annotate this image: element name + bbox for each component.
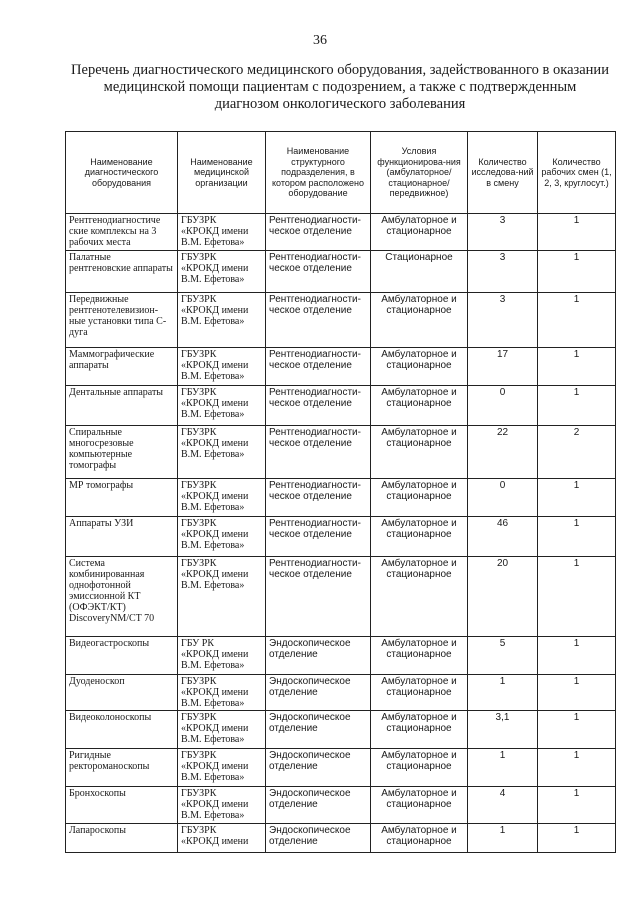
- header-organization: Наименование медицинской организации: [178, 132, 266, 214]
- cell-equipment: Спиральные многосрезовые компьютерные томографы: [66, 426, 178, 479]
- cell-unit: Рентгенодиагности-ческое отделение: [266, 251, 371, 293]
- cell-conditions: Амбулаторное и стационарное: [371, 824, 468, 853]
- table-row: [66, 675, 616, 711]
- table-row: [66, 251, 616, 293]
- cell-unit: Рентгенодиагности-ческое отделение: [266, 214, 371, 251]
- cell-studies: 22: [468, 426, 538, 479]
- table-row: [66, 426, 616, 479]
- cell-shifts: 1: [538, 293, 616, 348]
- cell-equipment: Рентгенодиагностиче ские комплексы на 3 рабочих места: [66, 214, 178, 251]
- cell-unit: Рентгенодиагности-ческое отделение: [266, 479, 371, 517]
- cell-shifts: 1: [538, 348, 616, 386]
- cell-equipment: Маммографические аппараты: [66, 348, 178, 386]
- cell-organization: ГБУЗРК «КРОКД имени В.М. Ефетова»: [178, 675, 266, 711]
- table-row: [66, 386, 616, 426]
- header-conditions: Условия функционирова-ния (амбулаторное/ стационарное/ передвижное): [371, 132, 468, 214]
- header-unit: Наименование структурного подразделения, в котором расположено оборудование: [266, 132, 371, 214]
- cell-unit: Рентгенодиагности-ческое отделение: [266, 557, 371, 637]
- cell-equipment: Аппараты УЗИ: [66, 517, 178, 557]
- cell-organization: ГБУ РК «КРОКД имени В.М. Ефетова»: [178, 637, 266, 675]
- cell-conditions: Амбулаторное и стационарное: [371, 479, 468, 517]
- table-row: [66, 637, 616, 675]
- cell-studies: 17: [468, 348, 538, 386]
- table-row: [66, 214, 616, 251]
- cell-equipment: МР томографы: [66, 479, 178, 517]
- cell-equipment: Передвижные рентгенотелевизион-ные установки типа С-дуга: [66, 293, 178, 348]
- cell-shifts: 1: [538, 214, 616, 251]
- cell-organization: ГБУЗРК «КРОКД имени В.М. Ефетова»: [178, 386, 266, 426]
- cell-unit: Эндоскопическое отделение: [266, 787, 371, 824]
- cell-organization: ГБУЗРК «КРОКД имени В.М. Ефетова»: [178, 517, 266, 557]
- cell-organization: ГБУЗРК «КРОКД имени В.М. Ефетова»: [178, 426, 266, 479]
- cell-organization: ГБУЗРК «КРОКД имени В.М. Ефетова»: [178, 251, 266, 293]
- cell-studies: 3: [468, 251, 538, 293]
- cell-unit: Эндоскопическое отделение: [266, 711, 371, 749]
- cell-organization: ГБУЗРК «КРОКД имени В.М. Ефетова»: [178, 557, 266, 637]
- cell-unit: Эндоскопическое отделение: [266, 824, 371, 853]
- cell-conditions: Амбулаторное и стационарное: [371, 711, 468, 749]
- cell-equipment: Дентальные аппараты: [66, 386, 178, 426]
- cell-shifts: 1: [538, 824, 616, 853]
- cell-conditions: Амбулаторное и стационарное: [371, 787, 468, 824]
- cell-shifts: 1: [538, 479, 616, 517]
- cell-conditions: Амбулаторное и стационарное: [371, 214, 468, 251]
- page-number: 36: [313, 33, 327, 48]
- cell-conditions: Амбулаторное и стационарное: [371, 426, 468, 479]
- cell-shifts: 1: [538, 711, 616, 749]
- table-row: [66, 711, 616, 749]
- cell-studies: 3: [468, 214, 538, 251]
- cell-shifts: 1: [538, 749, 616, 787]
- table-row: [66, 557, 616, 637]
- cell-conditions: Стационарное: [371, 251, 468, 293]
- cell-equipment: Видеоколоноскопы: [66, 711, 178, 749]
- cell-studies: 46: [468, 517, 538, 557]
- cell-studies: 5: [468, 637, 538, 675]
- table-header-row: [66, 132, 616, 214]
- cell-unit: Эндоскопическое отделение: [266, 749, 371, 787]
- cell-conditions: Амбулаторное и стационарное: [371, 348, 468, 386]
- cell-shifts: 1: [538, 787, 616, 824]
- cell-organization: ГБУЗРК «КРОКД имени В.М. Ефетова»: [178, 749, 266, 787]
- cell-shifts: 1: [538, 675, 616, 711]
- cell-equipment: Ригидные ректороманоскопы: [66, 749, 178, 787]
- table-row: [66, 479, 616, 517]
- cell-conditions: Амбулаторное и стационарное: [371, 386, 468, 426]
- cell-equipment: Лапароскопы: [66, 824, 178, 853]
- cell-equipment: Дуоденоскоп: [66, 675, 178, 711]
- cell-studies: 0: [468, 479, 538, 517]
- cell-studies: 3,1: [468, 711, 538, 749]
- cell-shifts: 1: [538, 517, 616, 557]
- table-row: [66, 517, 616, 557]
- cell-organization: ГБУЗРК «КРОКД имени В.М. Ефетова»: [178, 479, 266, 517]
- cell-organization: ГБУЗРК «КРОКД имени В.М. Ефетова»: [178, 787, 266, 824]
- cell-conditions: Амбулаторное и стационарное: [371, 293, 468, 348]
- table-row: [66, 824, 616, 853]
- cell-shifts: 1: [538, 386, 616, 426]
- cell-unit: Рентгенодиагности-ческое отделение: [266, 348, 371, 386]
- cell-conditions: Амбулаторное и стационарное: [371, 557, 468, 637]
- cell-organization: ГБУЗРК «КРОКД имени: [178, 824, 266, 853]
- header-shifts: Количество рабочих смен (1, 2, 3, круглосут.): [538, 132, 616, 214]
- table-row: [66, 749, 616, 787]
- cell-conditions: Амбулаторное и стационарное: [371, 637, 468, 675]
- cell-equipment: Видеогастроскопы: [66, 637, 178, 675]
- header-studies-per-shift: Количество исследова-ний в смену: [468, 132, 538, 214]
- header-equipment: Наименование диагностического оборудования: [66, 132, 178, 214]
- cell-studies: 0: [468, 386, 538, 426]
- cell-conditions: Амбулаторное и стационарное: [371, 675, 468, 711]
- cell-equipment: Бронхоскопы: [66, 787, 178, 824]
- cell-equipment: Система комбинированная однофотонной эмиссионной КТ (ОФЭКТ/КТ) DiscoveryNM/CT 70: [66, 557, 178, 637]
- cell-organization: ГБУЗРК «КРОКД имени В.М. Ефетова»: [178, 293, 266, 348]
- cell-shifts: 1: [538, 637, 616, 675]
- cell-conditions: Амбулаторное и стационарное: [371, 749, 468, 787]
- cell-conditions: Амбулаторное и стационарное: [371, 517, 468, 557]
- cell-unit: Эндоскопическое отделение: [266, 675, 371, 711]
- cell-unit: Рентгенодиагности-ческое отделение: [266, 426, 371, 479]
- cell-organization: ГБУЗРК «КРОКД имени В.М. Ефетова»: [178, 711, 266, 749]
- cell-studies: 1: [468, 824, 538, 853]
- table-row: [66, 787, 616, 824]
- cell-organization: ГБУЗРК «КРОКД имени В.М. Ефетова»: [178, 214, 266, 251]
- cell-equipment: Палатные рентгеновские аппараты: [66, 251, 178, 293]
- cell-shifts: 1: [538, 251, 616, 293]
- cell-unit: Рентгенодиагности-ческое отделение: [266, 386, 371, 426]
- cell-studies: 1: [468, 675, 538, 711]
- cell-studies: 1: [468, 749, 538, 787]
- cell-studies: 20: [468, 557, 538, 637]
- table-row: [66, 293, 616, 348]
- equipment-table: [65, 131, 616, 853]
- cell-studies: 4: [468, 787, 538, 824]
- cell-organization: ГБУЗРК «КРОКД имени В.М. Ефетова»: [178, 348, 266, 386]
- cell-unit: Эндоскопическое отделение: [266, 637, 371, 675]
- cell-unit: Рентгенодиагности-ческое отделение: [266, 293, 371, 348]
- document-title: Перечень диагностического медицинского оборудования, задействованного в оказании медицинской помощи пациентам с подозрением, а также с подтвержденным диагнозом онкологического заболевания: [71, 62, 609, 112]
- table-row: [66, 348, 616, 386]
- cell-unit: Рентгенодиагности-ческое отделение: [266, 517, 371, 557]
- cell-studies: 3: [468, 293, 538, 348]
- cell-shifts: 1: [538, 557, 616, 637]
- cell-shifts: 2: [538, 426, 616, 479]
